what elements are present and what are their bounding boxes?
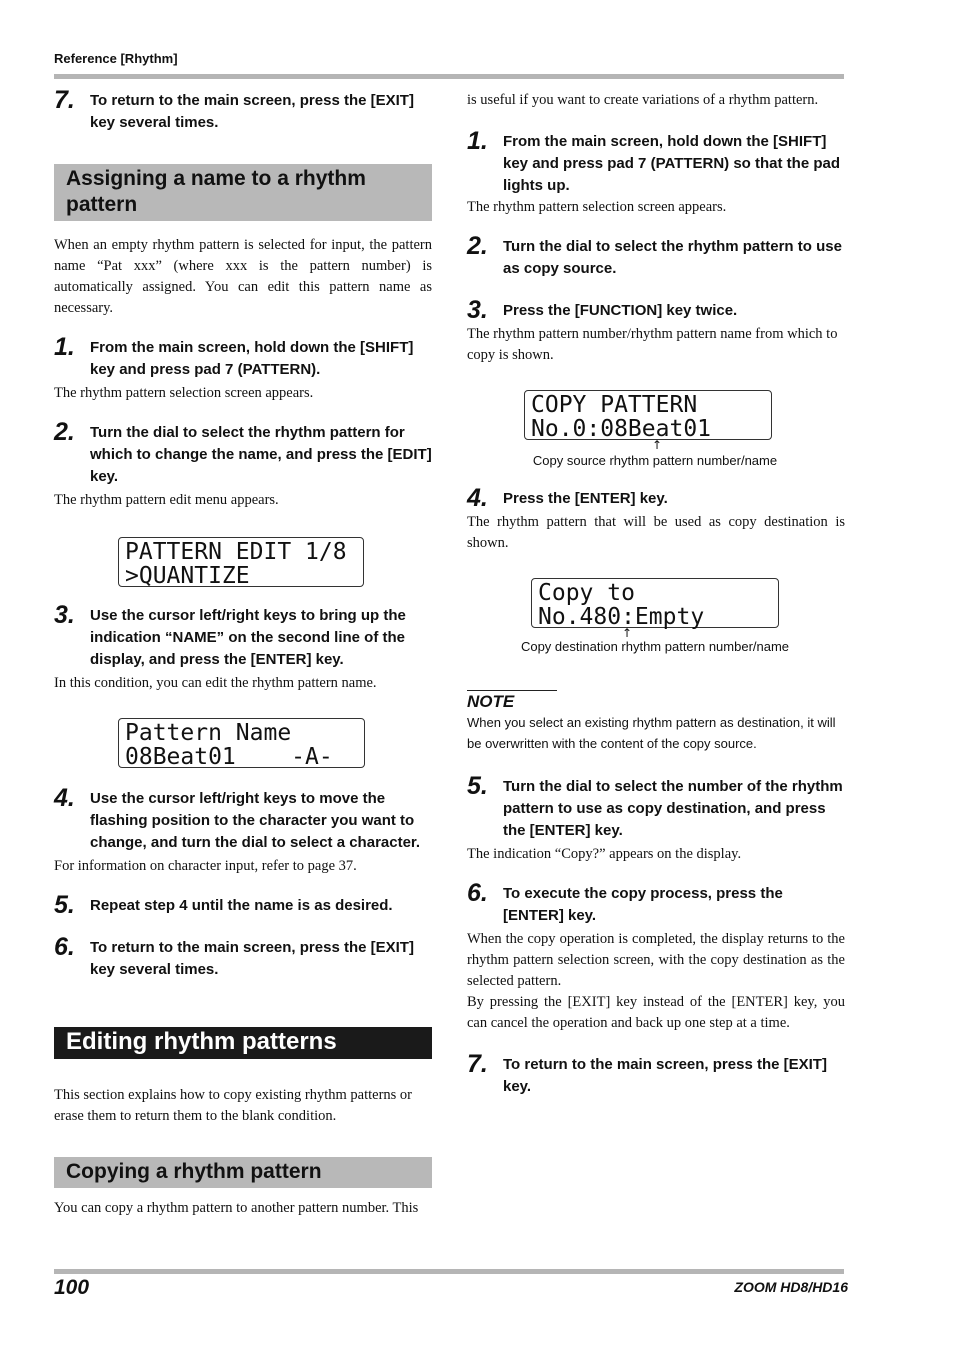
- pointer-arrow-icon: ↑: [622, 626, 633, 640]
- copying-intro-continued: is useful if you want to create variations of a rhythm pattern.: [467, 92, 819, 108]
- assign-step-1-result: The rhythm pattern selection screen appears.: [54, 385, 314, 401]
- copy-step-6-result: When the copy operation is completed, the display returns to the rhythm pattern selection screen, with the copy destination as the selected pattern.: [467, 931, 845, 989]
- note-text: When you select an existing rhythm pattern as destination, it will be overwritten with the content of the copy source.: [467, 715, 836, 751]
- section-heading-copying: Copying a rhythm pattern: [54, 1157, 432, 1188]
- assign-step-2: 2. Turn the dial to select the rhythm pattern for which to change the name, and press the [EDIT] key.: [54, 418, 432, 485]
- copy-step-4-result: The rhythm pattern that will be used as copy destination is shown.: [467, 514, 845, 551]
- copy-step-3: 3. Press the [FUNCTION] key twice.: [467, 296, 738, 324]
- lcd-copy-source-figure: [467, 390, 845, 470]
- header-rule: [54, 74, 844, 79]
- copy-step-3-result: The rhythm pattern number/rhythm pattern name from which to copy is shown.: [467, 326, 838, 363]
- copy-step-5: 5. Turn the dial to select the number of the rhythm pattern to use as copy destination, and press the [ENTER] key.: [467, 772, 843, 839]
- copy-step-1-result: The rhythm pattern selection screen appears.: [467, 199, 727, 215]
- editing-intro: This section explains how to copy existing rhythm patterns or erase them to return them to the blank condition.: [54, 1087, 413, 1124]
- lcd-pattern-name: Pattern Name 08Beat01 -A-: [118, 718, 365, 768]
- assign-intro: When an empty rhythm pattern is selected for input, the pattern name “Pat xxx” (where xxx is the pattern number) is automatically assigned. You can edit this pattern name as necessary.: [54, 237, 432, 316]
- copy-step-6: 6. To execute the copy process, press the [ENTER] key.: [467, 879, 783, 924]
- note-box: [467, 690, 845, 754]
- right-column: [467, 90, 845, 1098]
- running-header: Reference [Rhythm]: [54, 51, 178, 66]
- assign-step-1: 1. From the main screen, hold down the [SHIFT] key and press pad 7 (PATTERN).: [54, 333, 414, 378]
- copy-step-4: 4. Press the [ENTER] key.: [467, 484, 668, 512]
- product-name: ZOOM HD8/HD16: [734, 1279, 848, 1295]
- copy-source-caption: Copy source rhythm pattern number/name: [532, 453, 778, 468]
- copy-step-5-result: The indication “Copy?” appears on the display.: [467, 846, 742, 862]
- assign-step-6: 6. To return to the main screen, press the [EXIT] key several times.: [54, 933, 414, 978]
- footer-rule: [54, 1269, 844, 1274]
- assign-step-4: 4. Use the cursor left/right keys to move the flashing position to the character you want to change, and turn the dial to select a character.: [54, 784, 421, 851]
- copy-step-2: 2. Turn the dial to select the rhythm pattern to use as copy source.: [467, 232, 842, 277]
- assign-step-3-result: In this condition, you can edit the rhythm pattern name.: [54, 675, 377, 691]
- copy-step-1: 1. From the main screen, hold down the [SHIFT] key and press pad 7 (PATTERN) so that the pad lights up.: [467, 127, 841, 194]
- page-number: 100: [54, 1276, 90, 1299]
- lcd-copy-to: Copy to No.480:Empty: [531, 578, 779, 628]
- pointer-arrow-icon: ↑: [652, 438, 663, 452]
- left-column: [54, 86, 432, 1219]
- lcd-pattern-edit: PATTERN EDIT 1/8 >QUANTIZE: [118, 537, 364, 587]
- assign-step-5: 5. Repeat step 4 until the name is as desired.: [54, 891, 393, 919]
- section-heading-assign: Assigning a name to a rhythm pattern: [54, 164, 432, 221]
- copy-destination-caption: Copy destination rhythm pattern number/name: [520, 639, 790, 654]
- assign-step-2-result: The rhythm pattern edit menu appears.: [54, 492, 279, 508]
- assign-step-4-result: For information on character input, refer to page 37.: [54, 858, 357, 874]
- copy-step-6-note: By pressing the [EXIT] key instead of the [ENTER] key, you can cancel the operation and back up one step at a time.: [467, 994, 845, 1031]
- lcd-copy-destination-figure: [467, 578, 845, 664]
- copying-intro: You can copy a rhythm pattern to another pattern number. This: [54, 1200, 419, 1216]
- step-7-exit: 7. To return to the main screen, press the [EXIT] key several times.: [54, 86, 414, 131]
- lcd-copy-pattern: COPY PATTERN No.0:08Beat01: [524, 390, 772, 440]
- assign-step-3: 3. Use the cursor left/right keys to bring up the indication “NAME” on the second line of the display, and press the [ENTER] key.: [54, 601, 406, 668]
- copy-step-7: 7. To return to the main screen, press the [EXIT] key.: [467, 1050, 827, 1095]
- section-heading-editing: Editing rhythm patterns: [54, 1027, 432, 1059]
- note-title: NOTE: [467, 690, 557, 712]
